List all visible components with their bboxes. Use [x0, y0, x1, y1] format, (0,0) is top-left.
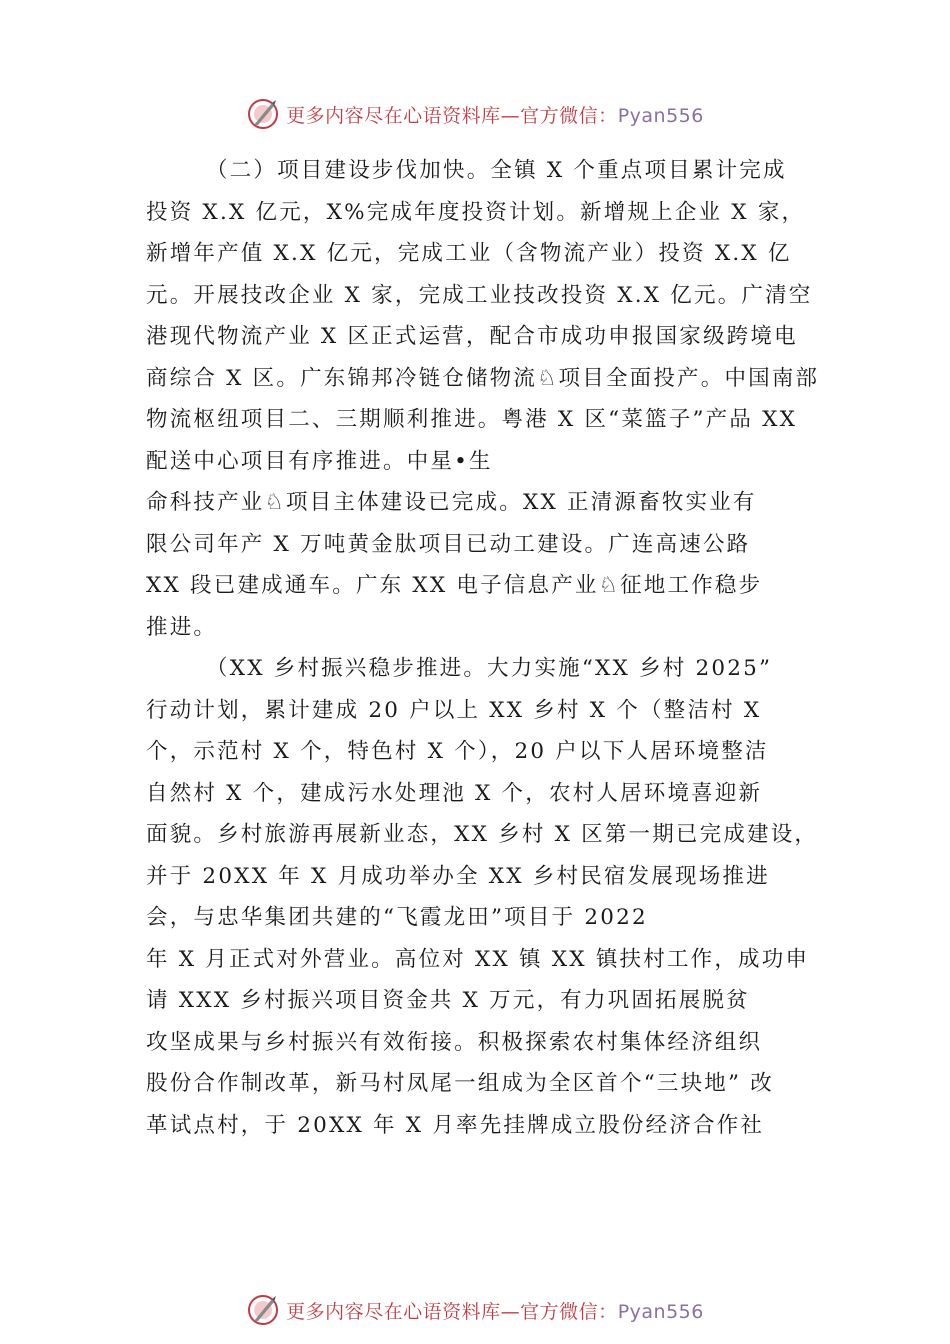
- paragraph-line: 面貌。乡村旅游再展新业态，XX 乡村 X 区第一期已完成建设，: [146, 822, 819, 847]
- document-body: [146, 150, 846, 1146]
- paragraph-line: 自然村 X 个，建成污水处理池 X 个，农村人居环境喜迎新: [146, 780, 763, 806]
- paragraph-line: 股份合作制改革，新马村凤尾一组成为全区首个“三块地” 改: [146, 1071, 774, 1096]
- paragraph-line: 港现代物流产业 X 区正式运营，配合市成功申报国家级跨境电: [146, 324, 798, 349]
- paragraph-line: 元。开展技改企业 X 家，完成工业技改投资 X.X 亿元。广清空: [146, 282, 813, 308]
- paragraph-line: 攻坚成果与乡村振兴有效衔接。积极探索农村集体经济组织: [146, 1029, 763, 1055]
- paragraph-line: （二）项目建设步伐加快。全镇 X 个重点项目累计完成: [206, 158, 787, 183]
- paragraph-line: 配送中心项目有序推进。中星•生: [146, 448, 493, 474]
- paragraph-line: 请 XXX 乡村振兴项目资金共 X 万元，有力巩固拓展脱贫: [146, 988, 750, 1013]
- paragraph-line: 行动计划，累计建成 20 户以上 XX 乡村 X 个（整洁村 X: [146, 697, 762, 723]
- paragraph-line: 物流枢纽项目二、三期顺利推进。粤港 X 区“菜篮子”产品 XX: [146, 407, 798, 432]
- watermark-wechat-id: Pyan556: [617, 104, 704, 127]
- footer-watermark: [0, 1290, 950, 1330]
- paragraph-line: 商综合 X 区。广东锦邦冷链仓储物流♘项目全面投产。中国南部: [146, 365, 820, 391]
- paragraph-line: 并于 20XX 年 X 月成功举办全 XX 乡村民宿发展现场推进: [146, 863, 770, 889]
- paragraph-line: 限公司年产 X 万吨黄金肽项目已动工建设。广连高速公路: [146, 531, 751, 557]
- watermark-wechat-id: Pyan556: [617, 1300, 704, 1323]
- paragraph-line: 投资 X.X 亿元，X%完成年度投资计划。新增规上企业 X 家，: [146, 199, 806, 225]
- paragraph-line: 会，与忠华集团共建的“飞霞龙田”项目于 2022: [146, 905, 648, 930]
- paragraph-line: 推进。: [146, 614, 218, 640]
- watermark-wechat-label: 官方微信：: [520, 1300, 618, 1323]
- watermark-main-text: 更多内容尽在心语资料库: [286, 1300, 501, 1323]
- paragraph-line: XX 段已建成通车。广东 XX 电子信息产业♘征地工作稳步: [146, 573, 763, 598]
- paragraph-line: 命科技产业♘项目主体建设已完成。XX 正清源畜牧实业有: [146, 490, 757, 515]
- paragraph-line: （XX 乡村振兴稳步推进。大力实施“XX 乡村 2025”: [206, 656, 773, 681]
- paragraph-line: 新增年产值 X.X 亿元，完成工业（含物流产业）投资 X.X 亿: [146, 241, 792, 266]
- watermark-main-text: 更多内容尽在心语资料库: [286, 104, 501, 127]
- paragraph-line: 年 X 月正式对外营业。高位对 XX 镇 XX 镇扶村工作，成功申: [146, 946, 810, 972]
- watermark-dash: —: [500, 1300, 521, 1323]
- header-watermark: [0, 94, 950, 134]
- quill-logo-icon: [246, 97, 280, 131]
- quill-logo-icon: [246, 1293, 280, 1327]
- paragraph-line: 革试点村，于 20XX 年 X 月率先挂牌成立股份经济合作社: [146, 1112, 765, 1138]
- paragraph-line: 个，示范村 X 个，特色村 X 个），20 户以下人居环境整洁: [146, 739, 769, 764]
- watermark-dash: —: [500, 104, 521, 127]
- watermark-wechat-label: 官方微信：: [520, 104, 618, 127]
